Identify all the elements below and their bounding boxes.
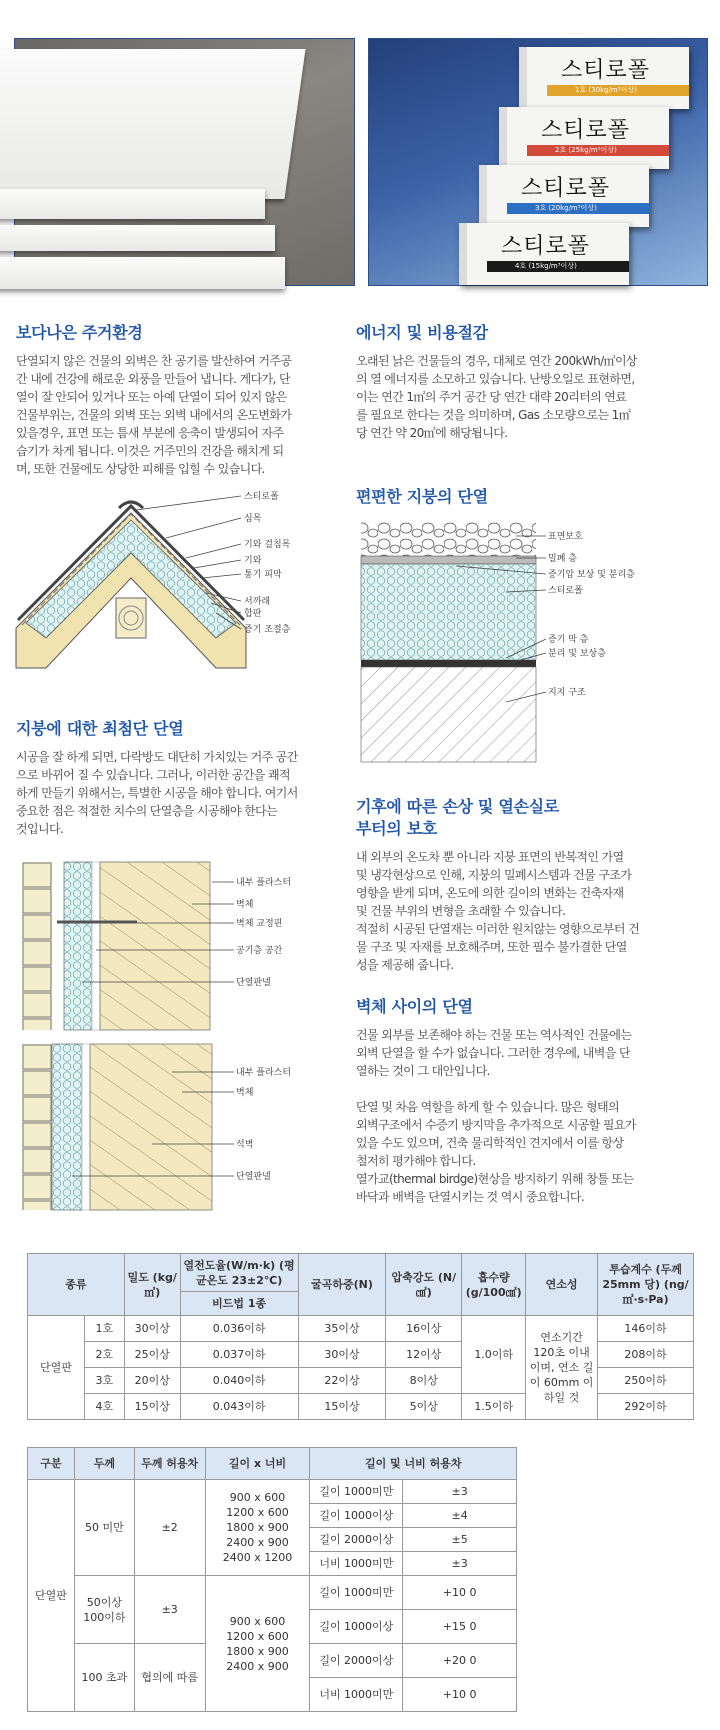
diagram-label: 석벽 (236, 1140, 254, 1150)
text-line: 열가교(thermal birdge)현상을 방지하기 위해 창틀 또는 (356, 1172, 634, 1186)
table-cell: 292이하 (598, 1394, 694, 1420)
section-title-climate (356, 796, 559, 840)
table-cell: 50 미만 (74, 1480, 134, 1576)
table-cell: 3호 (84, 1368, 124, 1394)
diagram-label: 벽체 (236, 900, 254, 910)
product-box-2 (499, 107, 669, 169)
header-combustion: 연소성 (526, 1254, 598, 1316)
diagram-label: 합판 (244, 609, 262, 619)
text-line: 열하는 것이 그 대안입니다. (356, 1064, 490, 1078)
box-grade: 4호 (15kg/m³이상) (487, 261, 629, 272)
title-line: 부터의 보호 (356, 819, 438, 838)
text-line: 습기가 차게 됩니다. 이것은 거주민의 건강을 해치게 되 (16, 444, 284, 458)
diagram-label: 기와 걸침목 (244, 540, 291, 550)
table-cell: ±3 (403, 1552, 517, 1576)
size-item: 2400 x 900 (226, 1536, 289, 1549)
table-cell: 100 초과 (74, 1644, 134, 1712)
text-line (356, 1080, 701, 1098)
box-brand: 스티로폴 (541, 118, 631, 143)
table-cell: 50이상 100이하 (74, 1576, 134, 1644)
wall-text (356, 1026, 701, 1206)
product-box-1 (519, 47, 689, 109)
text-line: 단열되지 않은 건물의 외벽은 찬 공기를 발산하여 거주공 (16, 354, 292, 368)
table-cell: 250이하 (598, 1368, 694, 1394)
header-thickness-tolerance: 두께 허용차 (134, 1448, 205, 1480)
header-compressive: 압축강도 (N/㎠) (386, 1254, 462, 1316)
header-conductivity: 열전도율(W/m·k) (평균온도 23±2℃) (180, 1254, 298, 1292)
tolerance-table (27, 1447, 517, 1712)
slab (0, 225, 275, 251)
table-cell: 1.0이하 (462, 1316, 526, 1394)
text-line: 이는 연간 1㎡의 주거 공간 당 연간 대략 20리터의 연료 (356, 390, 627, 404)
text-line: 및 냉각현상으로 인해, 지붕의 밀폐시스템과 건물 구조가 (356, 868, 632, 882)
header-thickness: 두께 (74, 1448, 134, 1480)
table-cell: 208이하 (598, 1342, 694, 1368)
text-line: 의 열 에너지를 소모하고 있습니다. 난방오일로 표현하면, (356, 372, 635, 386)
table-cell: 길이 2000이상 (310, 1644, 403, 1678)
size-item: 900 x 600 (229, 1491, 286, 1504)
diagram-label: 심목 (244, 514, 262, 524)
table-cell: 30이상 (124, 1316, 180, 1342)
box-grade: 2호 (25kg/m³이상) (527, 145, 669, 156)
table-cell: 0.037이하 (180, 1342, 298, 1368)
box-grade: 3호 (20kg/m³이상) (507, 203, 649, 214)
table-cell: 1호 (84, 1316, 124, 1342)
roof-advanced-text (16, 748, 346, 838)
slab (0, 257, 285, 289)
diagram-label: 표면보호 (548, 532, 583, 542)
climate-text (356, 848, 701, 974)
better-home-text (16, 352, 346, 478)
table-cell: 5이상 (386, 1394, 462, 1420)
table-cell: 2호 (84, 1342, 124, 1368)
size-item: 1200 x 600 (226, 1629, 289, 1643)
section-title-roof-advanced: 지붕에 대한 최첨단 단열 (16, 719, 184, 738)
text-line: 있을 수도 있으며, 건축 물리학적인 견지에서 이를 항상 (356, 1136, 624, 1150)
table-cell: 20이상 (124, 1368, 180, 1394)
diagram-label: 스티로폴 (244, 492, 279, 502)
text-line: 를 필요로 한다는 것을 의미하며, Gas 소모량으로는 1㎡ (356, 408, 631, 422)
table-cell: 4호 (84, 1394, 124, 1420)
text-line: 당 연간 약 20㎥에 해당됩니다. (356, 426, 508, 440)
text-line: 단열 및 차음 역할을 하게 할 수 있습니다. 많은 형태의 (356, 1100, 619, 1114)
diagram-label: 내부 플라스터 (236, 878, 292, 888)
text-line: 있을경우, 표면 또는 틈새 부분에 응축이 발생되어 자주 (16, 426, 284, 440)
table-cell: ±5 (403, 1528, 517, 1552)
group-cell: 단열판 (28, 1316, 85, 1420)
table-cell: 너비 1000미만 (310, 1552, 403, 1576)
table-cell: 30이상 (298, 1342, 386, 1368)
header-absorption: 흡수량 (g/100㎠) (462, 1254, 526, 1316)
text-line: 바닥과 배벽을 단열시키는 것 역시 중요합니다. (356, 1190, 585, 1204)
size-item: 1800 x 900 (226, 1644, 289, 1658)
table-cell: ±3 (134, 1576, 205, 1644)
text-line: 영향을 받게 되며, 온도에 의한 길이의 변화는 건축자재 (356, 886, 624, 900)
table-cell: 22이상 (298, 1368, 386, 1394)
styrofoam-boxes-photo (368, 38, 708, 286)
text-line: 내 외부의 온도차 뿐 아니라 지붕 표면의 반복적인 가열 (356, 850, 624, 864)
diagram-label: 증기 막 층 (548, 635, 589, 645)
table-cell: 길이 1000이상 (310, 1610, 403, 1644)
diagram-label: 서까래 (244, 597, 271, 607)
wall-section-diagram-2 (22, 1044, 342, 1210)
table-cell: 0.040이하 (180, 1368, 298, 1394)
table-cell: 15이상 (298, 1394, 386, 1420)
diagram-label: 단열판넬 (236, 978, 271, 988)
text-line: 건물부위는, 건물의 외벽 또는 외벽 내에서의 온도변화가 (16, 408, 292, 422)
header-kind: 구분 (28, 1448, 75, 1480)
size-item: 1200 x 600 (226, 1506, 289, 1519)
roof-section-diagram (16, 492, 336, 668)
table-cell: 8이상 (386, 1368, 462, 1394)
table-cell: 16이상 (386, 1316, 462, 1342)
table-cell: +10 0 (403, 1678, 517, 1712)
size-item: 2400 x 900 (226, 1659, 289, 1673)
energy-text (356, 352, 701, 442)
section-title-wall: 벽체 사이의 단열 (356, 997, 473, 1016)
eps-slab-photo (14, 38, 355, 286)
text-line: 외벽 단열을 할 수가 없습니다. 그러한 경우에, 내벽을 단 (356, 1046, 630, 1060)
diagram-label: 증기압 보상 및 분리층 (548, 570, 635, 580)
header-bead: 비드법 1종 (180, 1292, 298, 1316)
product-box-3 (479, 165, 649, 227)
size-item: 2400 x 1200 (222, 1551, 293, 1564)
wall-section-diagram-1 (22, 862, 342, 1030)
table-cell: 너비 1000미만 (310, 1678, 403, 1712)
text-line: 시공을 잘 하게 되면, 다락방도 대단히 가치있는 거주 공간 (16, 750, 298, 764)
slab (0, 49, 306, 199)
table-cell: 15이상 (124, 1394, 180, 1420)
table-cell: 협의에 따름 (134, 1644, 205, 1712)
table-cell: +15 0 (403, 1610, 517, 1644)
table-cell: 길이 1000미만 (310, 1480, 403, 1504)
text-line: 건물 외부를 보존해야 하는 건물 또는 역사적인 건물에는 (356, 1028, 632, 1042)
text-line: 것입니다. (16, 822, 64, 836)
diagram-label: 증기 조절층 (244, 625, 291, 635)
text-line: 철저히 평가해야 합니다. (356, 1154, 476, 1168)
text-line: 외벽구조에서 수증기 방지막을 추가적으로 시공할 필요가 (356, 1118, 636, 1132)
diagram-label: 벽체 (236, 1088, 254, 1098)
diagram-label: 분리 및 보상층 (548, 649, 606, 659)
text-line: 하게 만들기 위해서는, 특별한 시공을 해야 합니다. 여기서 (16, 786, 298, 800)
table-cell: ±2 (134, 1480, 205, 1576)
diagram-label: 단열판넬 (236, 1172, 271, 1182)
product-box-4 (459, 223, 629, 285)
text-line: 으로 바뀌어 질 수 있습니다. 그러나, 이러한 공간을 쾌적 (16, 768, 290, 782)
header-kind: 종류 (28, 1254, 125, 1316)
header-size: 길이 x 너비 (205, 1448, 310, 1480)
table-cell: +20 0 (403, 1644, 517, 1678)
section-title-flat-roof: 편편한 지붕의 단열 (356, 487, 488, 506)
text-line: 및 건물 부위의 변형을 초래할 수 있습니다. (356, 904, 566, 918)
table-cell: 길이 1000이상 (310, 1504, 403, 1528)
table-cell: ±4 (403, 1504, 517, 1528)
table-cell: 25이상 (124, 1342, 180, 1368)
size-item: 900 x 600 (229, 1614, 286, 1628)
slab (0, 189, 265, 219)
box-grade: 1호 (30kg/m³이상) (547, 85, 689, 96)
title-line: 기후에 따른 손상 및 열손실로 (356, 797, 559, 816)
header-size-tolerance: 길이 및 너비 허용차 (310, 1448, 517, 1480)
text-line: 성을 제공해 줍니다. (356, 958, 454, 972)
diagram-label: 공기층 공간 (236, 946, 283, 956)
diagram-label: 벽체 교정핀 (236, 919, 283, 929)
spec-table (27, 1253, 694, 1420)
text-line: 물 구조 및 자재를 보호해주며, 또한 필수 불가결한 단열 (356, 940, 627, 954)
table-cell: +10 0 (403, 1576, 517, 1610)
text-line: 적절히 시공된 단열재는 이러한 원치않는 영향으로부터 건 (356, 922, 640, 936)
table-cell: 0.043이하 (180, 1394, 298, 1420)
table-cell: 12이상 (386, 1342, 462, 1368)
size-item: 1800 x 900 (226, 1521, 289, 1534)
table-cell: 길이 1000미만 (310, 1576, 403, 1610)
flat-roof-diagram (356, 522, 706, 762)
diagram-label: 기와 (244, 556, 262, 566)
group-cell: 단열판 (28, 1480, 75, 1712)
box-brand: 스티로폴 (501, 234, 591, 259)
box-brand: 스티로폴 (521, 176, 611, 201)
table-cell: ±3 (403, 1480, 517, 1504)
text-line: 며, 또한 건물에도 상당한 피해를 입힐 수 있습니다. (16, 462, 265, 476)
size-list (205, 1480, 310, 1576)
diagram-label: 지지 구조 (548, 688, 586, 698)
header-permeance: 투습계수 (두께 25mm 당) (ng/㎡·s·Pa) (598, 1254, 694, 1316)
diagram-label: 스티로폴 (548, 586, 583, 596)
diagram-label: 내부 플라스터 (236, 1068, 292, 1078)
diagram-label: 통기 피막 (244, 570, 282, 580)
header-density: 밀도 (kg/㎥) (124, 1254, 180, 1316)
text-line: 간 내에 건강에 해로운 외풍을 만들어 냅니다. 게다가, 단 (16, 372, 290, 386)
text-line: 오래된 낡은 건물들의 경우, 대체로 연간 200kWh/㎡이상 (356, 354, 637, 368)
section-title-better-home: 보다나은 주거환경 (16, 323, 143, 342)
header-bending: 굴곡하중(N) (298, 1254, 386, 1316)
table-cell: 0.036이하 (180, 1316, 298, 1342)
text-line: 중요한 점은 적절한 치수의 단열층을 시공해야 한다는 (16, 804, 278, 818)
table-cell: 146이하 (598, 1316, 694, 1342)
size-list (205, 1576, 310, 1712)
table-cell: 35이상 (298, 1316, 386, 1342)
table-cell: 길이 2000이상 (310, 1528, 403, 1552)
section-title-energy: 에너지 및 비용절감 (356, 323, 488, 342)
text-line: 열이 잘 안되어 있거나 또는 아예 단열이 되어 있지 않은 (16, 390, 287, 404)
table-cell: 1.5이하 (462, 1394, 526, 1420)
table-cell: 연소기간 120초 이내이며, 연소 길이 60mm 이하일 것 (526, 1316, 598, 1420)
diagram-label: 밀폐 층 (548, 554, 577, 564)
box-brand: 스티로폴 (561, 58, 651, 83)
